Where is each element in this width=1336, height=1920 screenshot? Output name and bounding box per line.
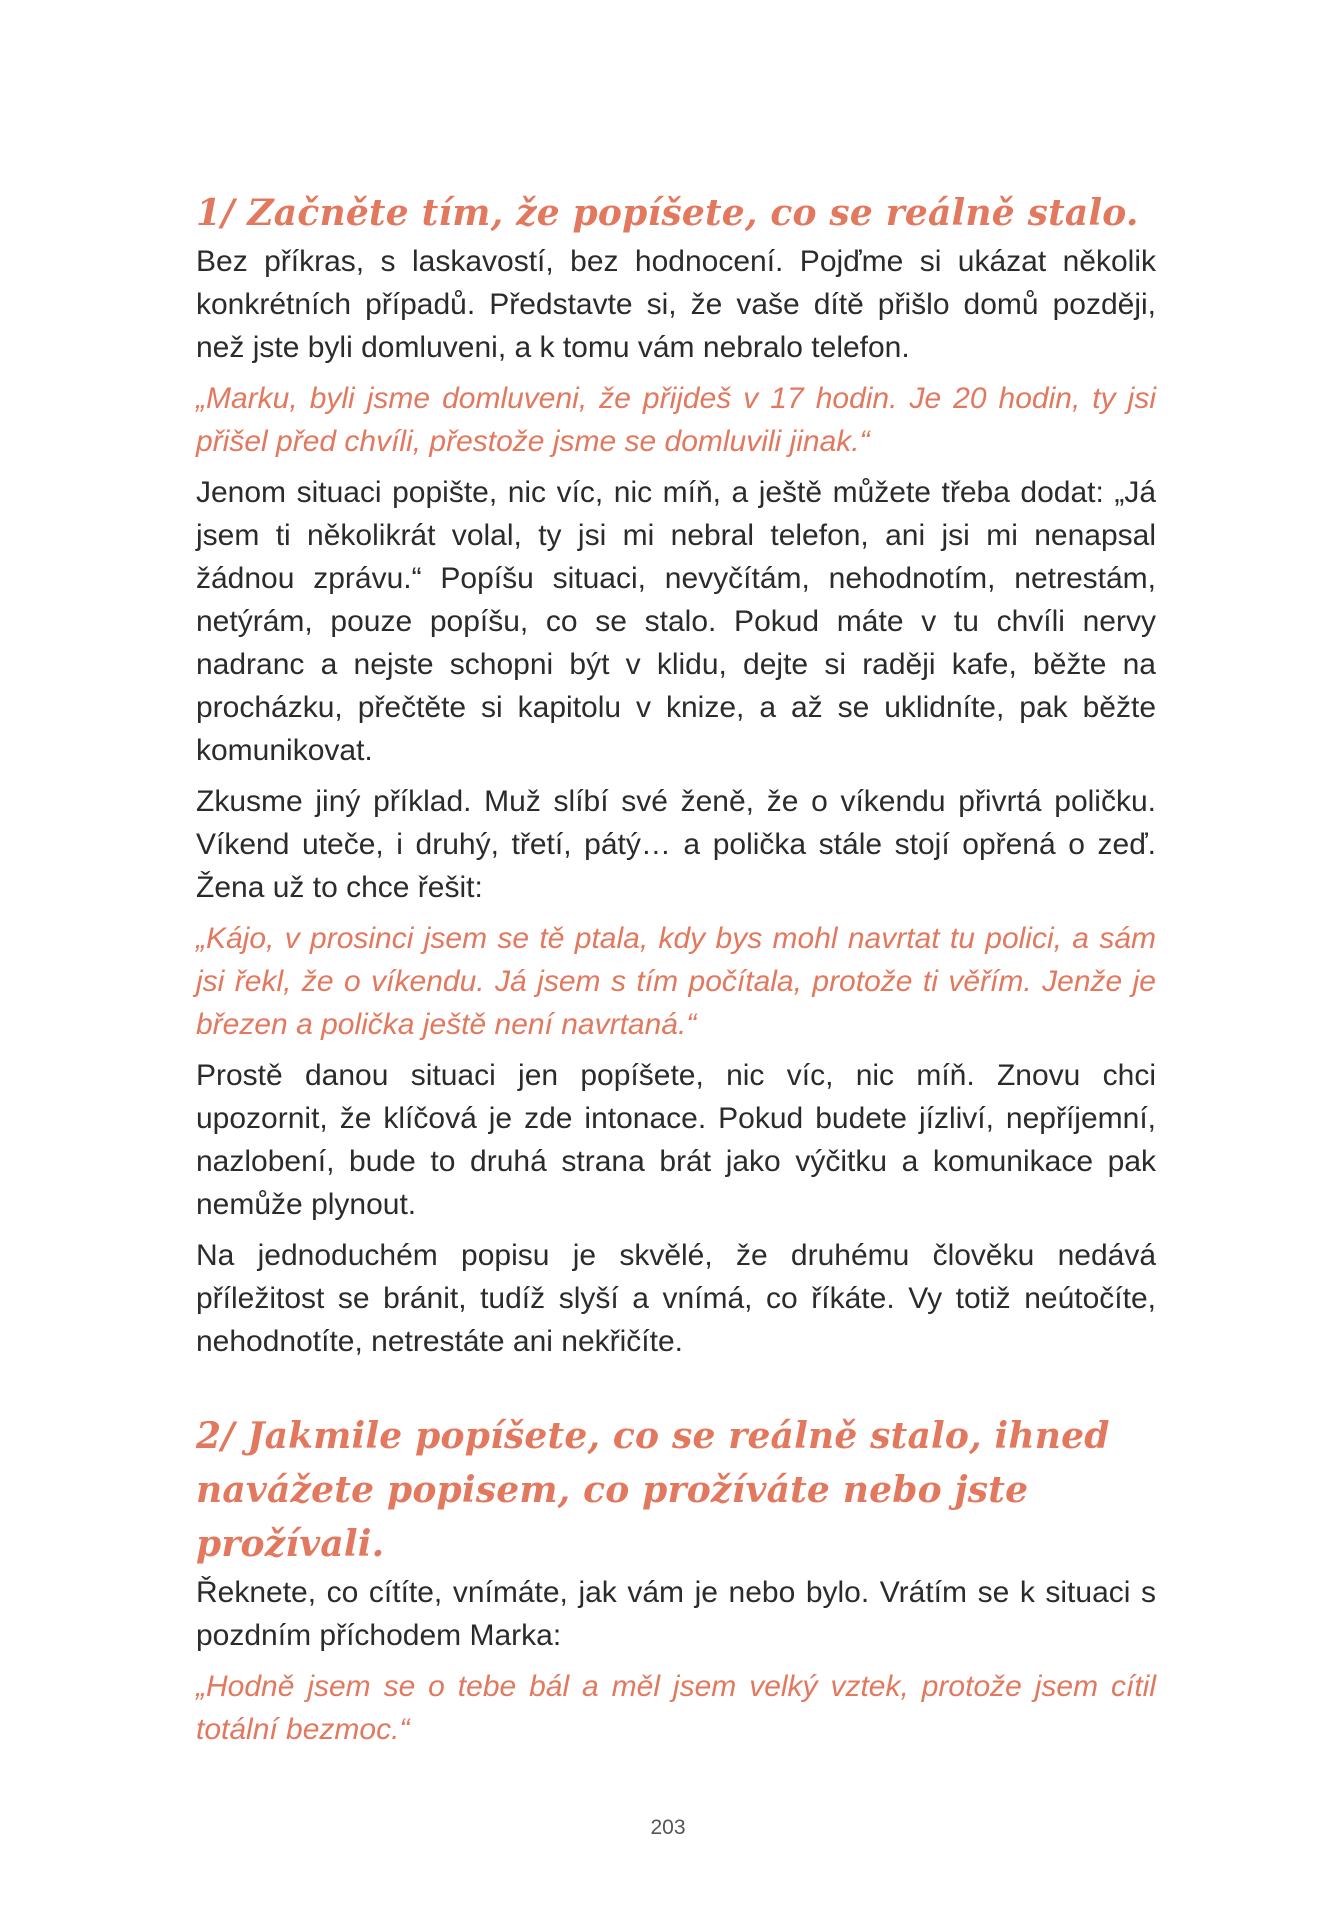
section-2-heading: 2/ Jakmile popíšete, co se reálně stalo, ihned navážete popisem, co prožíváte nebo jste prožívali. (196, 1415, 1110, 1565)
section-1-paragraph-2: Jenom situaci popište, nic víc, nic míň, a ještě můžete třeba dodat: „Já jsem ti několikrát volal, ty jsi mi nebral telefon, ani jsi mi nenapsal žádnou zprávu.“ Popíšu situaci, nevyčítám, nehodnotím, netrestám, netýrám, pouze popíšu, co se stalo. Pokud máte v tu chvíli nervy nadranc a nejste schopni být v klidu, dejte si raději kafe, běžte na procházku, přečtěte si kapitolu v knize, a až se uklidníte, pak běžte komunikovat. (196, 476, 1156, 767)
section-1-quote-2: „Kájo, v prosinci jsem se tě ptala, kdy bys mohl navrtat tu polici, a sám jsi řekl, že o víkendu. Já jsem s tím počítala, protože ti věřím. Jenže je březen a polička ještě není navrtaná.“ (196, 922, 1156, 1041)
section-1-paragraph-5: Na jednoduchém popisu je skvělé, že druhému člověku nedává příležitost se bránit, tudíž slyší a vnímá, co říkáte. Vy totiž neútočíte, nehodnotíte, netrestáte ani nekřičíte. (196, 1239, 1156, 1358)
section-1-paragraph-3: Zkusme jiný příklad. Muž slíbí své ženě, že o víkendu přivrtá poličku. Víkend uteče, i druhý, třetí, pátý… a polička stále stojí opřená o zeď. Žena už to chce řešit: (196, 785, 1156, 904)
page-content (196, 186, 1156, 1759)
section-1-heading: 1/ Začněte tím, že popíšete, co se reálně stalo. (196, 192, 1139, 234)
page-number: 203 (650, 1816, 686, 1839)
section-1-paragraph-1: Bez příkras, s laskavostí, bez hodnocení. Pojďme si ukázat několik konkrétních případů. Představte si, že vaše dítě přišlo domů později, než jste byli domluveni, a k tomu vám nebralo telefon. (196, 245, 1156, 364)
section-2-paragraph-1: Řeknete, co cítíte, vnímáte, jak vám je nebo bylo. Vrátím se k situaci s pozdním příchodem Marka: (196, 1576, 1156, 1652)
section-1-paragraph-4: Prostě danou situaci jen popíšete, nic víc, nic míň. Znovu chci upozornit, že klíčová je zde intonace. Pokud budete jízliví, nepříjemní, nazlobení, bude to druhá strana brát jako výčitku a komunikace pak nemůže plynout. (196, 1059, 1156, 1221)
section-2-quote-1: „Hodně jsem se o tebe bál a měl jsem velký vztek, protože jsem cítil totální bezmoc.“ (196, 1670, 1156, 1746)
section-1-quote-1: „Marku, byli jsme domluveni, že přijdeš v 17 hodin. Je 20 hodin, ty jsi přišel před chvíli, přestože jsme se domluvili jinak.“ (196, 382, 1156, 458)
